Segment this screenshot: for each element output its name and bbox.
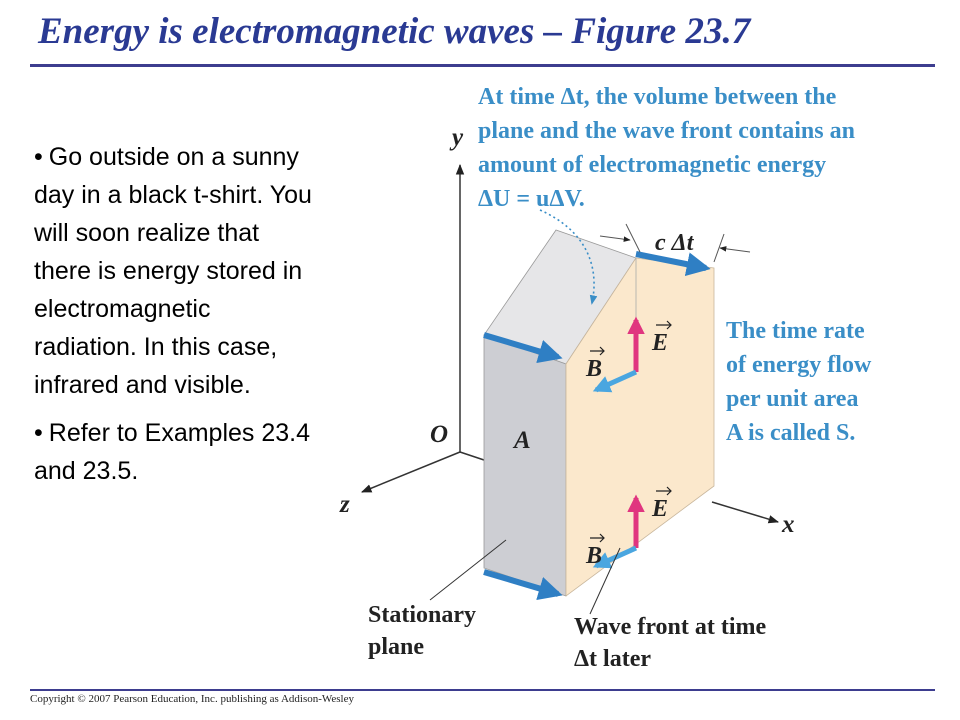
caption-right-line: A is called S. xyxy=(726,420,856,446)
stationary-plane-label: Stationary xyxy=(368,602,476,628)
copyright-notice: Copyright © 2007 Pearson Education, Inc. publishing as Addison-Wesley xyxy=(30,693,354,705)
caption-top-line: plane and the wave front contains an xyxy=(478,118,855,144)
wave-front-label: Wave front at time xyxy=(574,614,767,640)
z-axis xyxy=(362,452,460,492)
e-vector-label: E xyxy=(652,496,669,522)
area-label: A xyxy=(514,427,531,454)
origin-label: O xyxy=(430,421,449,448)
b-vector-label: B xyxy=(586,543,603,569)
stationary-plane-label: plane xyxy=(368,634,425,660)
caption-right-line: of energy flow xyxy=(726,352,872,378)
dimension-tick xyxy=(626,224,640,252)
bullet-symbol: • xyxy=(34,419,43,447)
bullet-symbol: • xyxy=(34,143,43,171)
bullet-text: Go outside on a sunny day in a black t-shirt. You will soon realize that there is energy stored in electromagnetic radiation. In this case, infrared and visible. xyxy=(34,143,312,399)
caption-top-line: At time Δt, the volume between the xyxy=(478,84,837,110)
dimension-label: c Δt xyxy=(655,230,694,256)
wave-front-label: Δt later xyxy=(574,646,652,672)
y-axis-label: y xyxy=(452,124,464,151)
e-vector-label: E xyxy=(652,330,669,356)
dimension-arrow xyxy=(720,248,750,252)
x-axis-label: x xyxy=(782,511,795,538)
caption-top-line: amount of electromagnetic energy xyxy=(478,152,827,178)
caption-right-line: The time rate xyxy=(726,318,865,344)
bullet-text: Refer to Examples 23.4 and 23.5. xyxy=(34,419,311,485)
z-axis-label: z xyxy=(340,491,350,518)
caption-top-line: ΔU = uΔV. xyxy=(478,186,585,212)
slide-title: Energy is electromagnetic waves – Figure 23.7 xyxy=(38,11,751,52)
b-vector-label: B xyxy=(586,356,603,382)
stationary-plane-face xyxy=(484,335,566,596)
footer-divider xyxy=(30,689,935,691)
x-axis xyxy=(712,502,778,522)
caption-right-line: per unit area xyxy=(726,386,859,412)
dimension-arrow xyxy=(600,236,630,240)
